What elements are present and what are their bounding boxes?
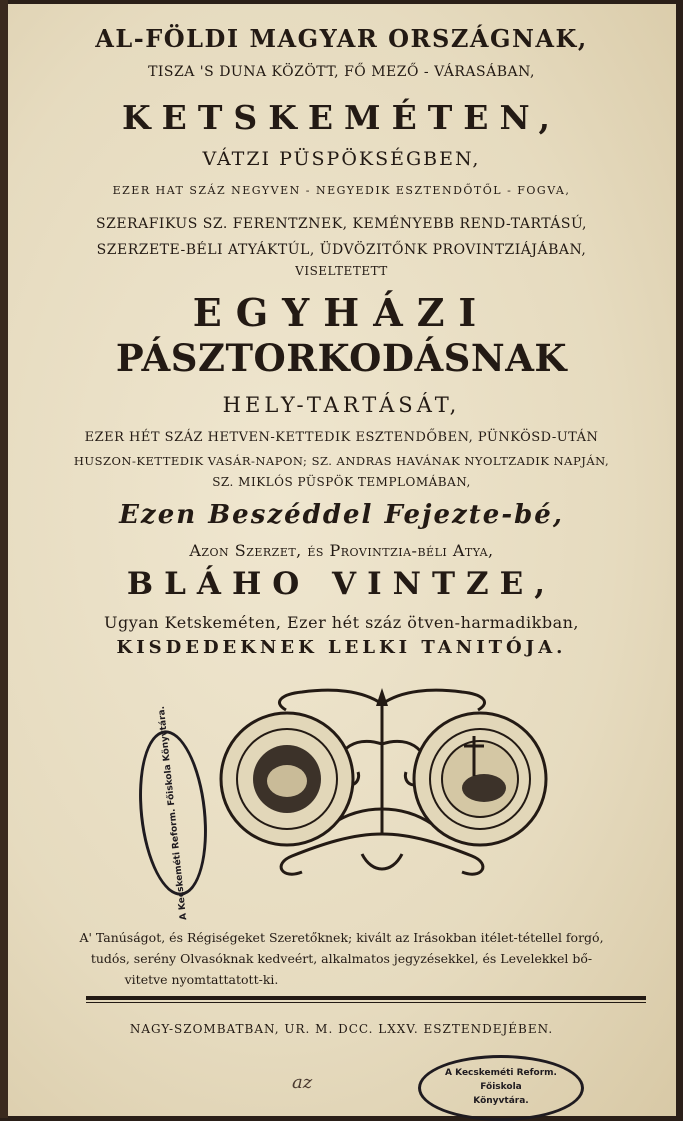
title-line-19: KISDEDEKNEK LELKI TANITÓJA. bbox=[116, 637, 567, 658]
title-line-4: VÁTZI PÜSPÖKSÉGBEN, bbox=[202, 148, 481, 170]
title-line-16: Azon Szerzet, és Provintzia-béli Atya, bbox=[189, 541, 494, 560]
title-line-15: Ezen Beszéddel Fejezte-bé, bbox=[119, 500, 564, 530]
library-stamp-left-text: A Kecskeméti Reform. Főiskola Könyvtára. bbox=[156, 705, 190, 921]
title-line-7: SZERZETE-BÉLI ATYÁKTÚL, ÜDVÖZITŐNK PROVINTZIÁJÁBAN, bbox=[96, 242, 587, 258]
title-line-5: EZER HAT SZÁZ NEGYVEN - NEGYEDIK ESZTENDŐTŐL - FOGVA, bbox=[112, 184, 571, 197]
title-line-18: Ugyan Ketskeméten, Ezer hét száz ötven-harmadikban, bbox=[103, 613, 579, 632]
title-line-13: HUSZON-KETTEDIK VASÁR-NAPON; SZ. ANDRAS HAVÁNAK NYOLTZADIK NAPJÁN, bbox=[73, 454, 610, 468]
library-stamp-bottom-line-2: Főiskola bbox=[480, 1082, 522, 1092]
title-line-2: TISZA 'S DUNA KÖZÖTT, FŐ MEZŐ - VÁRASÁBAN, bbox=[148, 64, 535, 80]
library-stamp-bottom-line-3: Könyvtára. bbox=[473, 1096, 529, 1106]
dedication-line-1: A' Tanúságot, és Régiségeket Szeretőknek; kivált az Irásokban itélet-tétellel forgó, bbox=[79, 930, 604, 945]
separator-rule bbox=[86, 996, 646, 1003]
title-line-8: VISELTETETT bbox=[295, 264, 388, 278]
left-city-seal bbox=[221, 713, 353, 845]
handwritten-note: az bbox=[292, 1072, 313, 1093]
library-stamp-bottom-line-1: A Kecskeméti Reform. bbox=[445, 1068, 557, 1078]
dedication-line-3: vitetve nyomtattatott-ki. bbox=[124, 972, 279, 987]
printer-ornament-with-seals bbox=[212, 684, 557, 909]
right-church-seal bbox=[414, 713, 546, 845]
title-line-3-city: KETSKEMÉTEN, bbox=[122, 98, 561, 137]
imprint: NAGY-SZOMBATBAN, UR. M. DCC. LXXV. ESZTENDEJÉBEN. bbox=[129, 1022, 554, 1036]
title-line-11: HELY-TARTÁSÁT, bbox=[222, 393, 461, 417]
library-stamp-bottom bbox=[418, 1055, 584, 1121]
title-line-9: EGYHÁZI bbox=[192, 290, 491, 335]
title-line-10: PÁSZTORKODÁSNAK bbox=[115, 336, 568, 380]
title-line-6: SZERAFIKUS SZ. FERENTZNEK, KEMÉNYEBB REND-TARTÁSÚ, bbox=[96, 216, 587, 232]
title-line-14: SZ. MIKLÓS PÜSPÖK TEMPLOMÁBAN, bbox=[212, 475, 471, 489]
title-page bbox=[8, 4, 676, 1116]
title-line-1: AL-FÖLDI MAGYAR ORSZÁGNAK, bbox=[95, 24, 588, 53]
title-line-17-author: BLÁHO VINTZE, bbox=[126, 566, 557, 602]
dedication-line-2: tudós, serény Olvasóknak kedveért, alkalmatos jegyzésekkel, és Levelekkel bő- bbox=[90, 951, 593, 966]
title-line-12: EZER HÉT SZÁZ HETVEN-KETTEDIK ESZTENDŐBEN, PÜNKÖSD-UTÁN bbox=[84, 430, 599, 445]
